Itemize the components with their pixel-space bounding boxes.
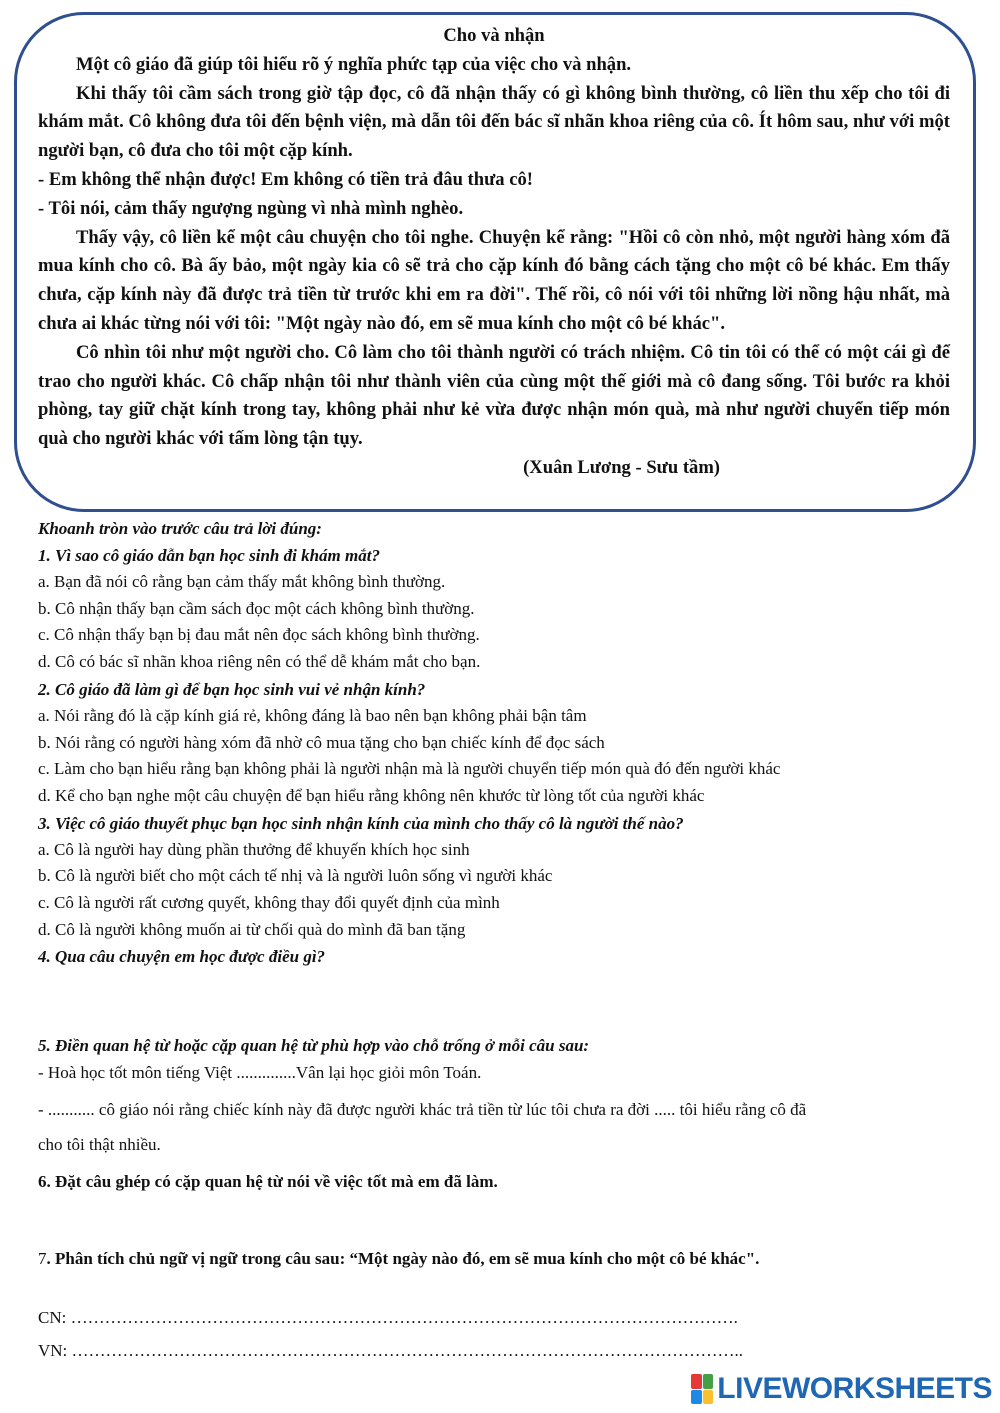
question-7-text: . Phân tích chủ ngữ vị ngữ trong câu sau: “Một ngày nào đó, em sẽ mua kính cho một cô bé khác". xyxy=(46,1249,760,1269)
option-1a[interactable]: a. Bạn đã nói cô rằng bạn cảm thấy mắt không bình thường. xyxy=(38,572,446,591)
question-2: 2. Cô giáo đã làm gì để bạn học sinh vui vẻ nhận kính? xyxy=(38,679,426,699)
option-2a[interactable]: a. Nói rằng đó là cặp kính giá rẻ, không đáng là bao nên bạn không phải bận tâm xyxy=(38,705,587,725)
option-2b[interactable]: b. Nói rằng có người hàng xóm đã nhờ cô mua tặng cho bạn chiếc kính để đọc sách xyxy=(38,732,605,752)
option-2c[interactable]: c. Làm cho bạn hiểu rằng bạn không phải là người nhận mà là người chuyển tiếp món quà đó đến người khác xyxy=(38,759,781,779)
option-2d[interactable]: d. Kể cho bạn nghe một câu chuyện để bạn hiểu rằng không nên khước từ lòng tốt của người khác xyxy=(38,785,705,805)
answer-area-4[interactable] xyxy=(38,970,953,1032)
story-passage xyxy=(38,22,950,483)
fill-sentence-1[interactable]: - Hoà học tốt môn tiếng Việt ..............Vân lại học giỏi môn Toán. xyxy=(38,1063,482,1083)
option-3d[interactable]: d. Cô là người không muốn ai từ chối quà do mình đã ban tặng xyxy=(38,919,466,939)
story-paragraph: - Em không thể nhận được! Em không có tiền trả đâu thưa cô! xyxy=(38,168,533,190)
option-1b[interactable]: b. Cô nhận thấy bạn cầm sách đọc một cách không bình thường. xyxy=(38,598,475,618)
answer-area-6[interactable] xyxy=(38,1195,953,1245)
story-paragraph: Khi thấy tôi cầm sách trong giờ tập đọc, cô đã nhận thấy có gì không bình thường, cô liền thu xếp cho tôi đi khám mắt. Cô không đưa tôi đến bệnh viện, mà dẫn tôi đến bác sĩ nhãn khoa riêng của cô. Ít hôm sau, như với một người bạn, cô đưa cho tôi một cặp kính. xyxy=(38,82,950,162)
instruction: Khoanh tròn vào trước câu trả lời đúng: xyxy=(38,519,322,538)
question-5: 5. Điền quan hệ từ hoặc cặp quan hệ từ phù hợp vào chỗ trống ở mỗi câu sau: xyxy=(38,1036,590,1056)
option-1d[interactable]: d. Cô có bác sĩ nhãn khoa riêng nên có thể dễ khám mắt cho bạn. xyxy=(38,652,481,672)
fill-sentence-2-cont: cho tôi thật nhiều. xyxy=(38,1135,161,1155)
question-1: 1. Vì sao cô giáo dẫn bạn học sinh đi khám mắt? xyxy=(38,546,380,565)
question-4: 4. Qua câu chuyện em học được điều gì? xyxy=(38,947,326,967)
question-section xyxy=(38,515,953,1364)
option-3b[interactable]: b. Cô là người biết cho một cách tế nhị và là người luôn sống vì người khác xyxy=(38,866,553,886)
fill-sentence-2[interactable]: - ........... cô giáo nói rằng chiếc kính này đã được người khác trả tiền từ lúc tôi chưa ra đời ..... tôi hiểu rằng cô đã xyxy=(38,1100,807,1120)
question-7 xyxy=(38,1245,953,1272)
story-source: (Xuân Lương - Sưu tầm) xyxy=(523,456,720,478)
option-3a[interactable]: a. Cô là người hay dùng phần thưởng để khuyến khích học sinh xyxy=(38,839,470,859)
liveworksheets-logo xyxy=(691,1371,992,1407)
question-7-number: 7 xyxy=(38,1249,47,1269)
story-paragraph: Một cô giáo đã giúp tôi hiểu rõ ý nghĩa phức tạp của việc cho và nhận. xyxy=(76,53,632,75)
story-paragraph: Cô nhìn tôi như một người cho. Cô làm cho tôi thành người có trách nhiệm. Cô tin tôi có thể có một cái gì để trao cho người khác. Cô chấp nhận tôi như thành viên của cùng một thế giới mà cô đang sống. Tôi bước ra khỏi phòng, tay giữ chặt kính trong tay, không phải như kẻ vừa được nhận món quà, mà như người chuyển tiếp món quà cho người khác với tấm lòng tận tụy. xyxy=(38,341,950,450)
story-paragraph: Thấy vậy, cô liền kể một câu chuyện cho tôi nghe. Chuyện kể rằng: "Hồi cô còn nhỏ, một người hàng xóm đã mua kính cho cô. Bà ấy bảo, một ngày kia cô sẽ trả cho cặp kính đó bằng cách tặng cho một cô bé khác. Em thấy chưa, cặp kính này đã được trả tiền từ trước khi em ra đời". Thế rồi, cô nói với tôi những lời nồng hậu nhất, mà chưa ai khác từng nói với tôi: "Một ngày nào đó, em sẽ mua kính cho một cô bé khác". xyxy=(38,226,950,334)
predicate-answer-line[interactable]: VN: ……………………………………………………………………………………………………….. xyxy=(38,1341,744,1361)
option-1c[interactable]: c. Cô nhận thấy bạn bị đau mắt nên đọc sách không bình thường. xyxy=(38,625,480,645)
logo-text: LIVEWORKSHEETS xyxy=(717,1372,992,1405)
option-3c[interactable]: c. Cô là người rất cương quyết, không thay đổi quyết định của mình xyxy=(38,893,500,913)
story-title: Cho và nhận xyxy=(443,25,545,46)
question-3: 3. Việc cô giáo thuyết phục bạn học sinh nhận kính của mình cho thấy cô là người thế nào? xyxy=(38,813,684,833)
story-paragraph: - Tôi nói, cảm thấy ngượng ngùng vì nhà mình nghèo. xyxy=(38,197,464,219)
subject-answer-line[interactable]: CN: ………………………………………………………………………………………………………. xyxy=(38,1308,738,1328)
question-6: 6. Đặt câu ghép có cặp quan hệ từ nói về việc tốt mà em đã làm. xyxy=(38,1172,498,1192)
logo-badge-icon xyxy=(691,1374,713,1404)
